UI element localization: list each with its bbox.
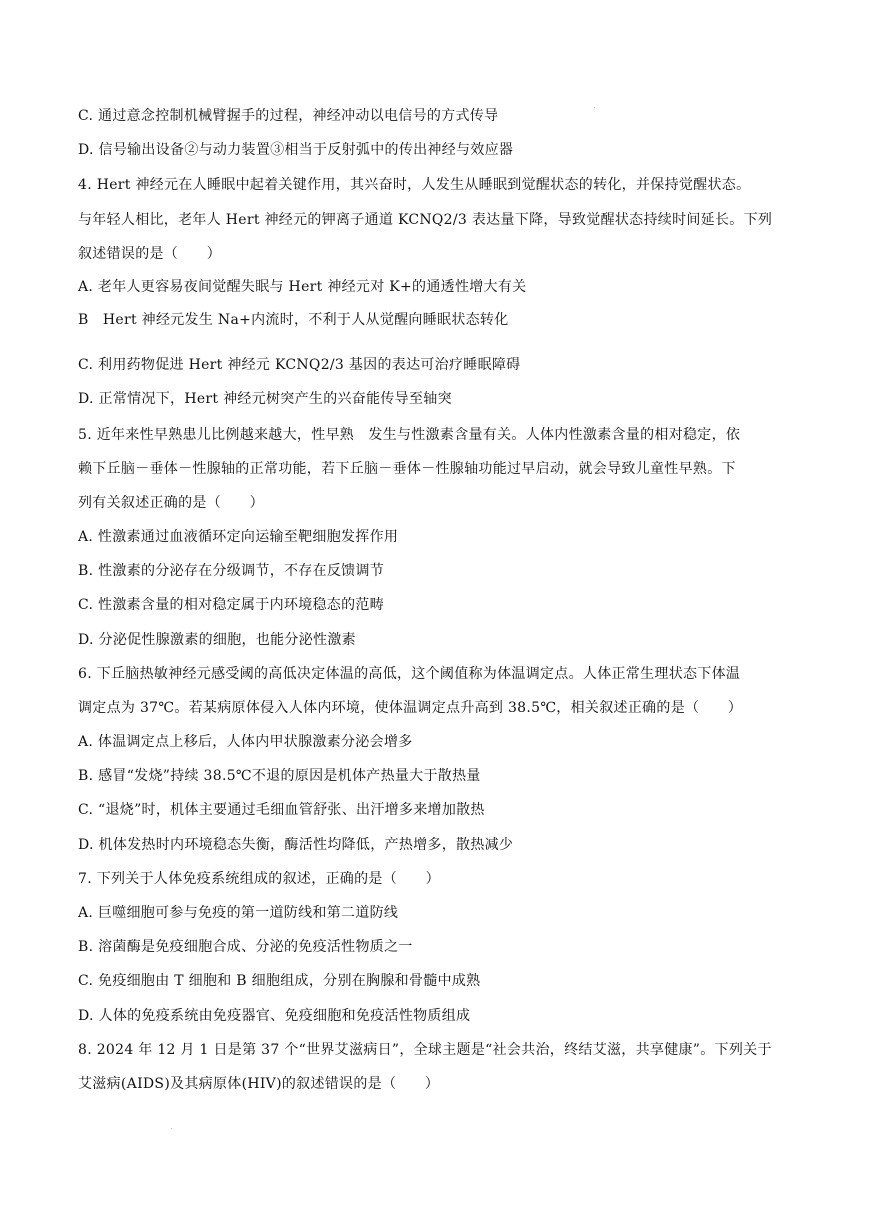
speck-mark xyxy=(594,107,595,108)
option-6b: B. 感冒“发烧”持续 38.5℃不退的原因是机体产热量大于散热量 xyxy=(78,768,481,784)
option-6d: D. 机体发热时内环境稳态失衡，酶活性均降低，产热增多，散热减少 xyxy=(78,837,514,853)
option-4d: D. 正常情况下，Hert 神经元树突产生的兴奋能传导至轴突 xyxy=(78,391,452,407)
question-8-stem: 艾滋病(AIDS)及其病原体(HIV)的叙述错误的是（ ） xyxy=(78,1076,440,1092)
option-5b: B. 性激素的分泌存在分级调节，不存在反馈调节 xyxy=(78,563,385,579)
option-5c: C. 性激素含量的相对稳定属于内环境稳态的范畴 xyxy=(78,597,385,613)
option-7a: A. 巨噬细胞可参与免疫的第一道防线和第二道防线 xyxy=(78,905,399,921)
question-4-stem: 叙述错误的是（ ） xyxy=(78,246,221,262)
question-5-stem: 列有关叙述正确的是（ ） xyxy=(78,495,264,511)
option-7d: D. 人体的免疫系统由免疫器官、免疫细胞和免疫活性物质组成 xyxy=(78,1008,471,1024)
option-6c: C. “退烧”时，机体主要通过毛细血管舒张、出汗增多来增加散热 xyxy=(78,802,485,818)
question-6-stem: 调定点为 37℃。若某病原体侵入人体内环境，使体温调定点升高到 38.5℃，相关叙述正确的是（ ） xyxy=(78,700,743,716)
option-4c: C. 利用药物促进 Hert 神经元 KCNQ2/3 基因的表达可治疗睡眠障碍 xyxy=(78,357,521,373)
option-4b: B Hert 神经元发生 Na+内流时，不利于人从觉醒向睡眠状态转化 xyxy=(78,312,509,328)
option-5a: A. 性激素通过血液循环定向运输至靶细胞发挥作用 xyxy=(78,529,399,545)
option-3c: C. 通过意念控制机械臂握手的过程，神经冲动以电信号的方式传导 xyxy=(78,108,499,124)
option-3d: D. 信号输出设备②与动力装置③相当于反射弧中的传出神经与效应器 xyxy=(78,142,514,158)
question-8-stem: 8. 2024 年 12 月 1 日是第 37 个“世界艾滋病日”，全球主题是“社会共治，终结艾滋，共享健康”。下列关于 xyxy=(78,1042,772,1058)
option-7b: B. 溶菌酶是免疫细胞合成、分泌的免疫活性物质之一 xyxy=(78,939,413,955)
speck-mark xyxy=(171,1128,172,1129)
option-5d: D. 分泌促性腺激素的细胞，也能分泌性激素 xyxy=(78,632,356,648)
question-4-stem: 4. Hert 神经元在人睡眠中起着关键作用，其兴奋时，人发生从睡眠到觉醒状态的转化，并保持觉醒状态。 xyxy=(78,177,751,193)
question-7-stem: 7. 下列关于人体免疫系统组成的叙述，正确的是（ ） xyxy=(78,871,440,887)
option-6a: A. 体温调定点上移后，人体内甲状腺激素分泌会增多 xyxy=(78,734,413,750)
question-5-stem: 赖下丘脑－垂体－性腺轴的正常功能，若下丘脑－垂体－性腺轴功能过早启动，就会导致儿童性早熟。下 xyxy=(78,461,736,477)
question-5-stem: 5. 近年来性早熟患儿比例越来越大，性早熟 发生与性激素含量有关。人体内性激素含量的相对稳定，依 xyxy=(78,427,741,443)
option-4a: A. 老年人更容易夜间觉醒失眠与 Hert 神经元对 K+的通透性增大有关 xyxy=(78,279,527,295)
option-7c: C. 免疫细胞由 T 细胞和 B 细胞组成，分别在胸腺和骨髓中成熟 xyxy=(78,973,481,989)
question-4-stem: 与年轻人相比，老年人 Hert 神经元的钾离子通道 KCNQ2/3 表达量下降，导致觉醒状态持续时间延长。下列 xyxy=(78,212,773,228)
question-6-stem: 6. 下丘脑热敏神经元感受阈的高低决定体温的高低，这个阈值称为体温调定点。人体正常生理状态下体温 xyxy=(78,666,741,682)
